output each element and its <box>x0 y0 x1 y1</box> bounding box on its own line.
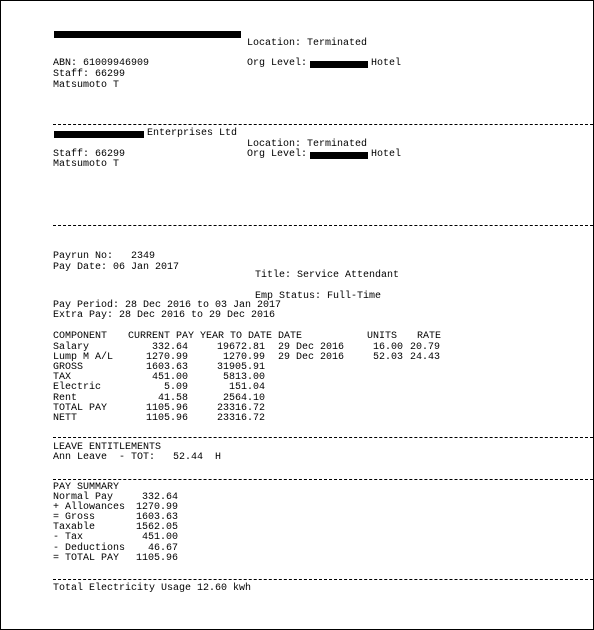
table-cell: 52.03 <box>372 352 403 364</box>
separator-2 <box>53 225 593 226</box>
summary-value: 1603.63 <box>135 512 178 524</box>
table-cell: 1105.96 <box>145 412 188 424</box>
summary-value: 332.64 <box>141 492 178 503</box>
location-line-2: Location: Terminated <box>247 139 368 150</box>
table-cell: 29 Dec 2016 <box>278 342 345 353</box>
pay-period: Pay Period: 28 Dec 2016 to 03 Jan 2017 <box>53 300 282 311</box>
col-header-current-pay: CURRENT PAY <box>128 331 195 342</box>
org-level-line-1 <box>247 59 401 69</box>
col-header-date: DATE <box>278 331 303 342</box>
separator-1 <box>53 124 593 125</box>
table-cell: 332.64 <box>151 342 188 353</box>
pay-date: Pay Date: 06 Jan 2017 <box>53 262 180 273</box>
table-cell: TOTAL PAY <box>53 402 108 414</box>
table-cell: 1603.63 <box>145 362 188 374</box>
staff-line-1: Staff: 66299 <box>53 69 126 80</box>
table-cell: 19672.81 <box>216 342 265 353</box>
summary-label: = TOTAL PAY <box>53 552 120 564</box>
col-header-component: COMPONENT <box>53 331 108 342</box>
table-cell: TAX <box>53 372 72 384</box>
abn-line: ABN: 61009946909 <box>53 58 150 69</box>
redacted-org-level-2 <box>310 152 368 159</box>
org-level-label-2: Org Level: <box>247 149 308 160</box>
table-cell: 29 Dec 2016 <box>278 352 345 364</box>
company-suffix: Enterprises Ltd <box>147 128 238 139</box>
summary-value: 1105.96 <box>135 552 178 564</box>
summary-value: 451.00 <box>141 532 178 544</box>
redacted-org-level <box>310 61 368 68</box>
separator-4 <box>53 479 593 480</box>
table-cell: 1270.99 <box>222 352 265 364</box>
col-header-rate: RATE <box>417 331 442 342</box>
summary-value: 1270.99 <box>135 502 178 514</box>
extra-pay-period: Extra Pay: 28 Dec 2016 to 29 Dec 2016 <box>53 310 276 321</box>
leave-heading: LEAVE ENTITLEMENTS <box>53 442 162 453</box>
table-cell: 23316.72 <box>216 402 265 414</box>
job-title: Title: Service Attendant <box>255 270 400 281</box>
col-header-ytd: YEAR TO DATE <box>200 331 273 342</box>
table-cell: 24.43 <box>409 352 440 364</box>
redacted-company-prefix <box>54 131 144 138</box>
employee-name-2: Matsumoto T <box>53 159 120 170</box>
table-cell: 1105.96 <box>145 402 188 414</box>
table-cell: 2564.10 <box>222 392 265 404</box>
table-cell: 151.04 <box>228 382 265 394</box>
summary-label: - Tax <box>53 532 84 544</box>
separator-5 <box>53 579 593 580</box>
redacted-company-name <box>54 31 241 38</box>
table-cell: 1270.99 <box>145 352 188 364</box>
summary-label: Taxable <box>53 522 96 534</box>
electricity-usage: Total Electricity Usage 12.60 kwh <box>53 583 252 594</box>
employment-status: Emp Status: Full-Time <box>255 291 382 302</box>
org-level-suffix: Hotel <box>371 58 402 69</box>
table-cell: Lump M A/L <box>53 352 114 364</box>
employee-name-1: Matsumoto T <box>53 80 120 91</box>
org-level-label: Org Level: <box>247 58 308 69</box>
summary-label: = Gross <box>53 512 96 524</box>
table-cell: 31905.91 <box>216 362 265 374</box>
table-cell: 5813.00 <box>222 372 265 384</box>
table-cell: 5.09 <box>163 382 188 394</box>
table-cell: Rent <box>53 392 78 404</box>
org-level-line-2 <box>247 150 401 160</box>
annual-leave-line: Ann Leave - TOT: 52.44 H <box>53 452 222 463</box>
summary-label: - Deductions <box>53 542 126 554</box>
payrun-number: Payrun No: 2349 <box>53 251 156 262</box>
staff-line-2: Staff: 66299 <box>53 149 126 160</box>
table-cell: Salary <box>53 342 90 353</box>
table-cell: 23316.72 <box>216 412 265 424</box>
company-line <box>53 129 237 139</box>
table-cell: 16.00 <box>372 342 403 353</box>
pay-summary-heading: PAY SUMMARY <box>53 482 120 493</box>
table-cell: Electric <box>53 382 102 394</box>
summary-value: 1562.05 <box>135 522 178 534</box>
table-cell: GROSS <box>53 362 84 374</box>
col-header-units: UNITS <box>367 331 398 342</box>
table-cell: 41.58 <box>157 392 188 404</box>
separator-3 <box>53 437 593 438</box>
summary-label: + Allowances <box>53 502 126 514</box>
org-level-suffix-2: Hotel <box>371 149 402 160</box>
table-cell: 20.79 <box>409 342 440 353</box>
table-cell: NETT <box>53 412 78 424</box>
summary-value: 46.67 <box>147 542 178 554</box>
summary-label: Normal Pay <box>53 492 114 503</box>
table-cell: 451.00 <box>151 372 188 384</box>
location-line-1: Location: Terminated <box>247 38 368 49</box>
